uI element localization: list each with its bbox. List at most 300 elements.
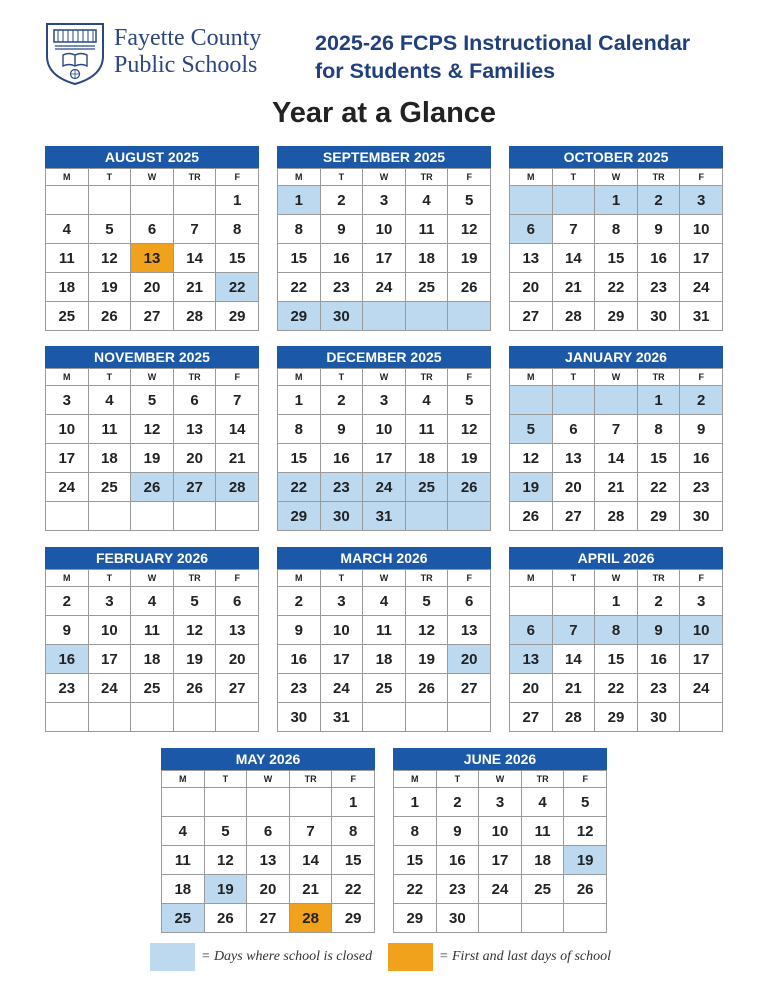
week-row [510, 645, 723, 674]
day-cell: 18 [88, 444, 131, 473]
day-cell: 25 [521, 875, 564, 904]
weekday-label: TR [289, 771, 332, 788]
month-calendar [45, 346, 259, 531]
day-cell [552, 386, 595, 415]
day-cell: 2 [436, 788, 479, 817]
day-cell: 17 [479, 846, 522, 875]
day-cell [448, 502, 491, 531]
day-cell: 6 [247, 817, 290, 846]
week-row [46, 502, 259, 531]
day-cell: 12 [448, 215, 491, 244]
day-cell: 5 [88, 215, 131, 244]
day-cell: 16 [320, 244, 363, 273]
day-cell: 25 [88, 473, 131, 502]
day-cell [363, 302, 406, 331]
day-cell: 12 [564, 817, 607, 846]
week-row [510, 674, 723, 703]
weekday-label: TR [637, 369, 680, 386]
day-cell: 28 [552, 302, 595, 331]
week-row [278, 645, 491, 674]
day-cell: 23 [46, 674, 89, 703]
day-cell: 23 [637, 273, 680, 302]
day-cell: 9 [436, 817, 479, 846]
weekday-label: T [552, 369, 595, 386]
day-cell: 2 [637, 186, 680, 215]
day-cell: 3 [680, 186, 723, 215]
month-grid [45, 368, 259, 531]
day-cell: 21 [289, 875, 332, 904]
day-cell: 10 [320, 616, 363, 645]
day-cell: 30 [680, 502, 723, 531]
month-title: SEPTEMBER 2025 [277, 146, 491, 168]
day-cell [448, 302, 491, 331]
week-row [510, 444, 723, 473]
week-row [510, 415, 723, 444]
day-cell: 22 [595, 273, 638, 302]
day-cell [521, 904, 564, 933]
day-cell: 29 [637, 502, 680, 531]
day-cell: 8 [278, 215, 321, 244]
day-cell: 20 [448, 645, 491, 674]
day-cell: 19 [204, 875, 247, 904]
day-cell [131, 186, 174, 215]
weekday-label: W [131, 570, 174, 587]
week-row [278, 473, 491, 502]
day-cell: 2 [320, 186, 363, 215]
week-row [278, 502, 491, 531]
week-row [46, 616, 259, 645]
day-cell [162, 788, 205, 817]
month-calendar [509, 146, 723, 331]
month-title: AUGUST 2025 [45, 146, 259, 168]
day-cell: 19 [564, 846, 607, 875]
month-calendar [45, 547, 259, 732]
day-cell: 22 [595, 674, 638, 703]
day-cell: 1 [216, 186, 259, 215]
day-cell: 15 [216, 244, 259, 273]
day-cell: 1 [637, 386, 680, 415]
day-cell: 5 [131, 386, 174, 415]
day-cell: 20 [552, 473, 595, 502]
day-cell: 25 [405, 273, 448, 302]
week-row [510, 502, 723, 531]
day-cell: 27 [131, 302, 174, 331]
weekday-label: M [46, 369, 89, 386]
week-row [162, 875, 375, 904]
day-cell: 14 [552, 645, 595, 674]
month-calendar [509, 346, 723, 531]
legend-first-last-swatch [388, 943, 433, 971]
day-cell: 28 [552, 703, 595, 732]
day-cell: 10 [363, 215, 406, 244]
day-cell: 30 [278, 703, 321, 732]
day-cell: 4 [405, 186, 448, 215]
day-cell: 5 [173, 587, 216, 616]
day-cell: 5 [510, 415, 553, 444]
week-row [278, 273, 491, 302]
week-row [278, 587, 491, 616]
day-cell [680, 703, 723, 732]
day-cell: 8 [216, 215, 259, 244]
day-cell: 7 [173, 215, 216, 244]
day-cell: 6 [216, 587, 259, 616]
day-cell: 11 [162, 846, 205, 875]
month-grid [161, 770, 375, 933]
month-grid [277, 368, 491, 531]
month-calendar [277, 146, 491, 331]
weekday-label: TR [173, 169, 216, 186]
day-cell: 27 [510, 302, 553, 331]
day-cell: 24 [46, 473, 89, 502]
weekday-label: W [131, 369, 174, 386]
day-cell [405, 302, 448, 331]
day-cell: 10 [479, 817, 522, 846]
day-cell: 26 [131, 473, 174, 502]
day-cell: 16 [436, 846, 479, 875]
day-cell: 26 [448, 273, 491, 302]
document-title-line2: for Students & Families [315, 59, 556, 83]
week-row [162, 817, 375, 846]
week-row [394, 788, 607, 817]
weekday-label: TR [637, 570, 680, 587]
day-cell: 20 [131, 273, 174, 302]
day-cell: 12 [204, 846, 247, 875]
day-cell: 11 [405, 215, 448, 244]
legend-closed-swatch [150, 943, 195, 971]
weekday-label: M [394, 771, 437, 788]
day-cell: 18 [405, 244, 448, 273]
day-cell: 3 [363, 386, 406, 415]
day-cell: 3 [46, 386, 89, 415]
day-cell [173, 502, 216, 531]
day-cell: 15 [278, 444, 321, 473]
day-cell: 24 [320, 674, 363, 703]
day-cell: 5 [564, 788, 607, 817]
day-cell: 11 [363, 616, 406, 645]
weekday-label: M [46, 570, 89, 587]
week-row [46, 473, 259, 502]
day-cell: 19 [131, 444, 174, 473]
weekday-label: T [204, 771, 247, 788]
month-grid [509, 569, 723, 732]
day-cell [131, 703, 174, 732]
day-cell: 4 [88, 386, 131, 415]
weekday-label: W [363, 369, 406, 386]
day-cell: 18 [405, 444, 448, 473]
day-cell: 22 [332, 875, 375, 904]
day-cell: 4 [521, 788, 564, 817]
legend-first-last [388, 943, 611, 971]
day-cell [88, 703, 131, 732]
weekday-label: T [88, 570, 131, 587]
week-row [162, 788, 375, 817]
day-cell: 13 [552, 444, 595, 473]
day-cell: 12 [131, 415, 174, 444]
weekday-label: F [448, 169, 491, 186]
day-cell: 15 [332, 846, 375, 875]
week-row [510, 616, 723, 645]
day-cell [216, 502, 259, 531]
week-row [394, 875, 607, 904]
day-cell: 1 [278, 386, 321, 415]
day-cell: 24 [363, 473, 406, 502]
day-cell: 4 [131, 587, 174, 616]
day-cell: 9 [680, 415, 723, 444]
day-cell: 10 [363, 415, 406, 444]
weekday-label: F [448, 570, 491, 587]
day-cell: 17 [88, 645, 131, 674]
week-row [46, 273, 259, 302]
day-cell: 2 [278, 587, 321, 616]
day-cell [405, 502, 448, 531]
day-cell: 16 [46, 645, 89, 674]
week-row [510, 244, 723, 273]
day-cell: 26 [564, 875, 607, 904]
day-cell: 29 [332, 904, 375, 933]
day-cell: 21 [552, 273, 595, 302]
day-cell: 6 [510, 616, 553, 645]
day-cell: 20 [510, 674, 553, 703]
week-row [278, 302, 491, 331]
day-cell: 15 [595, 645, 638, 674]
week-row [46, 444, 259, 473]
day-cell: 16 [637, 645, 680, 674]
day-cell: 18 [363, 645, 406, 674]
day-cell [564, 904, 607, 933]
day-cell [46, 186, 89, 215]
day-cell: 24 [680, 674, 723, 703]
weekday-label: T [552, 570, 595, 587]
day-cell [405, 703, 448, 732]
day-cell [595, 386, 638, 415]
day-cell: 16 [278, 645, 321, 674]
day-cell: 10 [680, 215, 723, 244]
weekday-label: W [595, 169, 638, 186]
weekday-label: M [510, 169, 553, 186]
weekday-label: M [278, 369, 321, 386]
month-title: APRIL 2026 [509, 547, 723, 569]
day-cell: 21 [595, 473, 638, 502]
day-cell: 23 [320, 473, 363, 502]
day-cell: 17 [363, 444, 406, 473]
day-cell: 8 [637, 415, 680, 444]
week-row [46, 244, 259, 273]
day-cell: 1 [595, 587, 638, 616]
document-title [315, 29, 690, 85]
day-cell: 8 [595, 215, 638, 244]
day-cell: 13 [510, 645, 553, 674]
day-cell: 30 [637, 302, 680, 331]
day-cell: 28 [289, 904, 332, 933]
day-cell: 14 [289, 846, 332, 875]
day-cell: 24 [363, 273, 406, 302]
day-cell: 30 [320, 502, 363, 531]
day-cell: 12 [405, 616, 448, 645]
day-cell: 29 [216, 302, 259, 331]
day-cell [131, 502, 174, 531]
week-row [46, 186, 259, 215]
weekday-label: TR [521, 771, 564, 788]
day-cell: 13 [173, 415, 216, 444]
month-title: JUNE 2026 [393, 748, 607, 770]
day-cell: 27 [448, 674, 491, 703]
legend-first-last-label: = First and last days of school [439, 949, 612, 964]
day-cell: 13 [247, 846, 290, 875]
day-cell: 10 [88, 616, 131, 645]
day-cell: 16 [320, 444, 363, 473]
day-cell: 8 [595, 616, 638, 645]
month-title: OCTOBER 2025 [509, 146, 723, 168]
day-cell: 31 [680, 302, 723, 331]
day-cell [552, 186, 595, 215]
day-cell: 13 [216, 616, 259, 645]
day-cell: 29 [595, 302, 638, 331]
day-cell: 2 [46, 587, 89, 616]
day-cell: 8 [332, 817, 375, 846]
day-cell [173, 186, 216, 215]
day-cell: 12 [88, 244, 131, 273]
day-cell: 8 [278, 415, 321, 444]
day-cell: 20 [247, 875, 290, 904]
day-cell: 11 [46, 244, 89, 273]
weekday-label: F [564, 771, 607, 788]
day-cell [289, 788, 332, 817]
month-calendar [45, 146, 259, 331]
weekday-label: T [320, 169, 363, 186]
day-cell: 6 [510, 215, 553, 244]
month-grid [509, 168, 723, 331]
day-cell: 13 [448, 616, 491, 645]
day-cell: 17 [680, 244, 723, 273]
day-cell: 3 [680, 587, 723, 616]
day-cell: 29 [278, 502, 321, 531]
day-cell: 28 [173, 302, 216, 331]
day-cell: 21 [216, 444, 259, 473]
day-cell: 18 [131, 645, 174, 674]
week-row [278, 415, 491, 444]
week-row [394, 817, 607, 846]
day-cell: 30 [436, 904, 479, 933]
day-cell: 27 [247, 904, 290, 933]
day-cell: 23 [680, 473, 723, 502]
weekday-label: F [216, 169, 259, 186]
document-title-line1: 2025-26 FCPS Instructional Calendar [315, 31, 691, 55]
month-calendar [277, 346, 491, 531]
weekday-label: F [448, 369, 491, 386]
day-cell: 26 [173, 674, 216, 703]
day-cell: 27 [510, 703, 553, 732]
day-cell: 9 [320, 415, 363, 444]
weekday-label: T [552, 169, 595, 186]
day-cell: 9 [278, 616, 321, 645]
day-cell: 12 [510, 444, 553, 473]
day-cell: 18 [162, 875, 205, 904]
day-cell [204, 788, 247, 817]
org-name-line1: Fayette County [114, 25, 262, 51]
day-cell: 3 [320, 587, 363, 616]
day-cell: 12 [173, 616, 216, 645]
month-grid [277, 168, 491, 331]
weekday-label: W [363, 169, 406, 186]
day-cell: 14 [552, 244, 595, 273]
day-cell: 24 [680, 273, 723, 302]
day-cell: 11 [405, 415, 448, 444]
weekday-label: T [320, 570, 363, 587]
week-row [46, 645, 259, 674]
weekday-label: F [680, 369, 723, 386]
day-cell: 20 [510, 273, 553, 302]
weekday-label: M [510, 570, 553, 587]
week-row [46, 587, 259, 616]
weekday-label: TR [637, 169, 680, 186]
week-row [46, 386, 259, 415]
weekday-label: TR [405, 570, 448, 587]
day-cell: 15 [394, 846, 437, 875]
day-cell: 24 [88, 674, 131, 703]
day-cell: 3 [88, 587, 131, 616]
month-title: JANUARY 2026 [509, 346, 723, 368]
day-cell [88, 186, 131, 215]
weekday-label: T [88, 169, 131, 186]
day-cell: 2 [680, 386, 723, 415]
week-row [510, 273, 723, 302]
day-cell: 16 [637, 244, 680, 273]
day-cell: 22 [216, 273, 259, 302]
day-cell: 17 [363, 244, 406, 273]
day-cell: 23 [278, 674, 321, 703]
week-row [510, 215, 723, 244]
day-cell: 11 [88, 415, 131, 444]
day-cell [510, 386, 553, 415]
week-row [510, 302, 723, 331]
month-calendar [161, 748, 375, 933]
day-cell [510, 587, 553, 616]
weekday-label: F [680, 169, 723, 186]
org-name-line2: Public Schools [114, 52, 258, 78]
day-cell: 21 [173, 273, 216, 302]
day-cell: 4 [363, 587, 406, 616]
week-row [394, 904, 607, 933]
day-cell: 27 [552, 502, 595, 531]
week-row [278, 674, 491, 703]
weekday-label: W [247, 771, 290, 788]
week-row [278, 386, 491, 415]
month-grid [509, 368, 723, 531]
weekday-label: TR [173, 570, 216, 587]
day-cell: 25 [363, 674, 406, 703]
day-cell: 3 [479, 788, 522, 817]
day-cell: 14 [216, 415, 259, 444]
day-cell: 6 [131, 215, 174, 244]
week-row [278, 616, 491, 645]
day-cell: 19 [173, 645, 216, 674]
month-grid [277, 569, 491, 732]
day-cell: 17 [680, 645, 723, 674]
page-heading: Year at a Glance [271, 97, 497, 129]
day-cell: 26 [405, 674, 448, 703]
day-cell [363, 703, 406, 732]
day-cell: 19 [448, 444, 491, 473]
weekday-label: W [595, 570, 638, 587]
week-row [46, 215, 259, 244]
day-cell: 2 [637, 587, 680, 616]
day-cell [46, 703, 89, 732]
month-title: DECEMBER 2025 [277, 346, 491, 368]
day-cell: 3 [363, 186, 406, 215]
day-cell: 13 [510, 244, 553, 273]
day-cell: 30 [320, 302, 363, 331]
day-cell: 21 [552, 674, 595, 703]
